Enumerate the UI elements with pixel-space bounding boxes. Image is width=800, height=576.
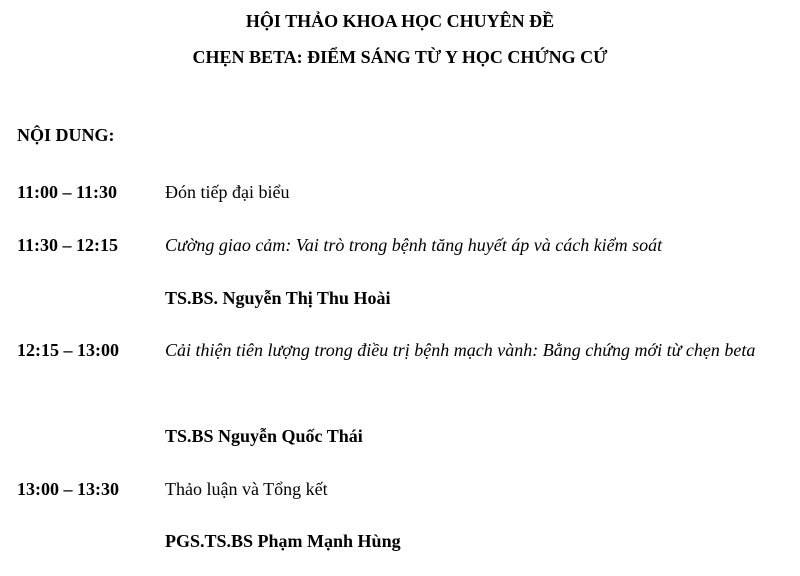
agenda-topic-4: Thảo luận và Tổng kết [165, 479, 328, 499]
agenda-speaker-2: TS.BS. Nguyễn Thị Thu Hoài [165, 288, 391, 308]
agenda-time-3: 12:15 – 13:00 [17, 340, 119, 360]
agenda-topic-3: Cải thiện tiên lượng trong điều trị bệnh mạch vành: Bằng chứng mới từ chẹn beta [165, 340, 756, 360]
agenda-time-1: 11:00 – 11:30 [17, 182, 118, 202]
section-heading: NỘI DUNG: [17, 125, 115, 145]
agenda-topic-2: Cường giao cảm: Vai trò trong bệnh tăng huyết áp và cách kiểm soát [165, 235, 663, 255]
agenda-time-2: 11:30 – 12:15 [17, 235, 118, 255]
agenda-time-4: 13:00 – 13:30 [17, 479, 119, 499]
agenda-topic-1: Đón tiếp đại biểu [165, 182, 290, 202]
agenda-speaker-3: TS.BS Nguyễn Quốc Thái [165, 426, 363, 446]
agenda-speaker-4: PGS.TS.BS Phạm Mạnh Hùng [165, 531, 401, 551]
document-title-line-2: CHẸN BETA: ĐIỂM SÁNG TỪ Y HỌC CHỨNG CỨ [192, 47, 608, 67]
document-title-line-1: HỘI THẢO KHOA HỌC CHUYÊN ĐỀ [245, 11, 555, 31]
